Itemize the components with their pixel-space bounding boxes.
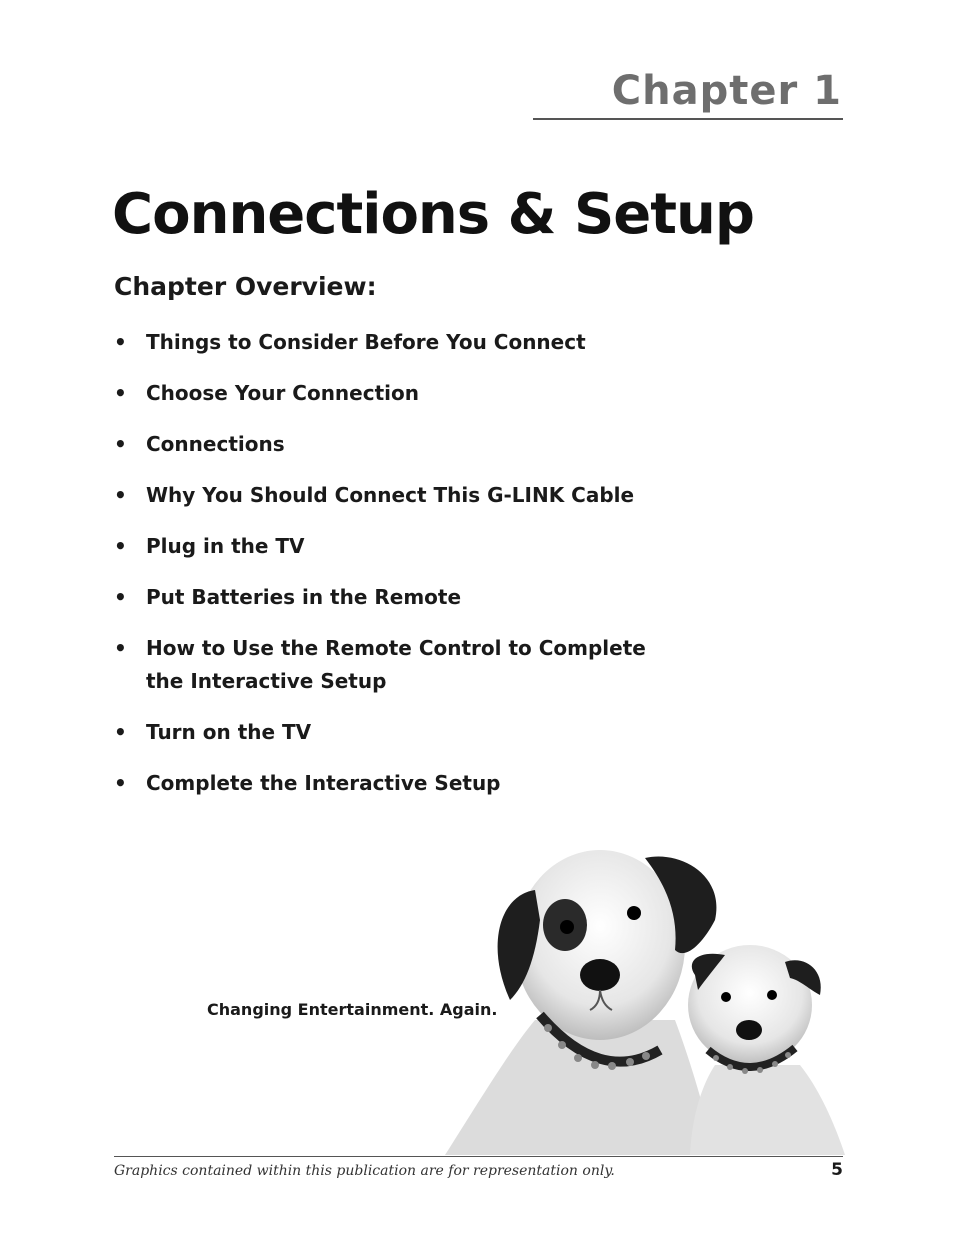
dogs-illustration	[440, 850, 845, 1155]
list-item: • Things to Consider Before You Connect	[114, 326, 674, 359]
list-item: • Connections	[114, 428, 674, 461]
chapter-divider	[533, 118, 843, 120]
list-item: • Why You Should Connect This G-LINK Cable	[114, 479, 674, 512]
page-title: Connections & Setup	[112, 182, 754, 247]
tagline: Changing Entertainment. Again.	[207, 1000, 498, 1019]
list-item: • Plug in the TV	[114, 530, 674, 563]
overview-list	[114, 326, 674, 800]
list-item: • Complete the Interactive Setup	[114, 767, 674, 800]
list-item: • Choose Your Connection	[114, 377, 674, 410]
page-number: 5	[831, 1160, 843, 1180]
list-item: • Put Batteries in the Remote	[114, 581, 674, 614]
footer-note: Graphics contained within this publication are for representation only.	[114, 1163, 615, 1179]
overview-heading: Chapter Overview:	[114, 272, 377, 301]
list-item: • Turn on the TV	[114, 716, 674, 749]
footer-divider	[114, 1156, 843, 1157]
list-item: • How to Use the Remote Control to Complete the Interactive Setup	[114, 632, 674, 698]
chapter-label: Chapter 1	[611, 68, 842, 114]
